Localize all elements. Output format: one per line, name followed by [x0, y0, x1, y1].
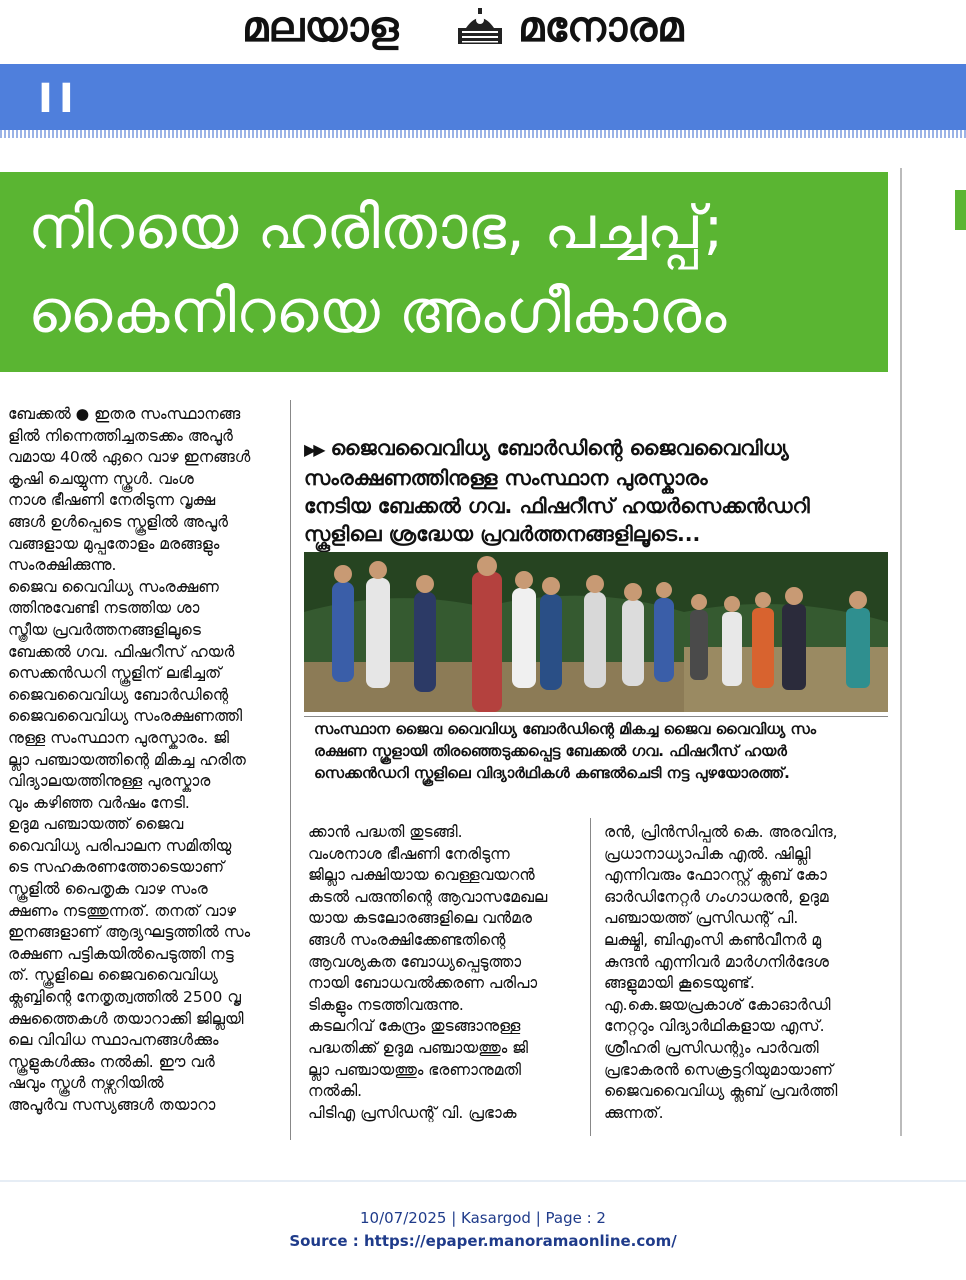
photo-students-riverbank — [304, 552, 888, 712]
photo-caption: സംസ്ഥാന ജൈവ വൈവിധ്യ ബോർഡിന്റെ മികച്ച ജൈവ വൈവിധ്യ സം രക്ഷണ സ്കൂളായി തിരഞ്ഞെടുക്കപ്പെട്ട ബേക്കൽ ഗവ. ഫിഷറീസ് ഹയർ സെക്കൻഡറി സ്കൂളിലെ വിദ്യാർഥികൾ കണ്ടൽചെടി നട്ട പുഴയോരത്ത്. — [314, 720, 816, 782]
subheadline-text: ജൈവവൈവിധ്യ ബോർഡിന്റെ ജൈവവൈവിധ്യ സംരക്ഷണത്തിനുള്ള സംസ്ഥാന പുരസ്കാരം നേടിയ ബേക്കൽ ഗവ. ഫിഷറീസ് ഹയർസെക്കൻഡറി സ്കൂളിലെ ശ്രദ്ധേയ പ്രവർത്തനങ്ങളിലൂടെ... — [304, 436, 810, 546]
caption-rule-top — [304, 716, 888, 717]
column-rule-1 — [290, 400, 291, 1140]
footer-source-link[interactable]: Source : https://epaper.manoramaonline.com/ — [289, 1232, 677, 1250]
article-column-1: ബേക്കൽ ● ഇതര സംസ്ഥാനങ്ങ ളിൽ നിന്നെത്തിച്ചതടക്കം അപൂർ വമായ 40ൽ ഏറെ വാഴ ഇനങ്ങൾ കൃഷി ചെയ്യുന്ന സ്കൂൾ. വംശ നാശ ഭീഷണി നേരിടുന്ന വൃക്ഷ ങ്ങൾ ഉൾപ്പെടെ സ്കൂളിൽ അപൂർ വങ്ങളായ മുപ്പതോളം മരങ്ങളും സംരക്ഷിക്കുന്നു. ജൈവ വൈവിധ്യ സംരക്ഷണ ത്തിനുവേണ്ടി നടത്തിയ ശാ സ്ത്രീയ പ്രവർത്തനങ്ങളിലൂടെ ബേക്കൽ ഗവ. ഫിഷറീസ് ഹയർ സെക്കൻഡറി സ്കൂളിന് ലഭിച്ചത് ജൈവവൈവിധ്യ ബോർഡിന്റെ ജൈവവൈവിധ്യ സംരക്ഷണത്തി നുള്ള സംസ്ഥാന പുരസ്കാരം. ജി ല്ലാ പഞ്ചായത്തിന്റെ മികച്ച ഹരിത വിദ്യാലയത്തിനുള്ള പുരസ്കാര വും കഴിഞ്ഞ വർഷം നേടി. ഉദുമ പഞ്ചായത്ത് ജൈവ വൈവിധ്യ പരിപാലന സമിതിയു ടെ സഹകരണത്തോടെയാണ് സ്കൂളിൽ പൈതൃക വാഴ സംര ക്ഷണം നടത്തുന്നത്. തനത് വാഴ ഇനങ്ങളാണ് ആദ്യഘട്ടത്തിൽ സം രക്ഷണ പട്ടികയിൽപെടുത്തി നട്ട ത്. സ്കൂളിലെ ജൈവവൈവിധ്യ ക്ലബ്ബിന്റെ നേതൃത്വത്തിൽ 2500 വൃ ക്ഷത്തൈകൾ തയാറാക്കി ജില്ലയി ലെ വിവിധ സ്ഥാപനങ്ങൾക്കും സ്കൂളുകൾക്കും നൽകി. ഈ വർ ഷവും സ്കൂൾ നഴ്സറിയിൽ അപൂർവ സസ്യങ്ങൾ തയാറാ — [8, 405, 251, 1114]
section-band — [0, 64, 966, 130]
column-rule-2 — [590, 818, 591, 1136]
masthead-name-right: മനോരമ — [518, 2, 684, 51]
headline-line-1: നിറയെ ഹരിതാഭ, പച്ചപ്പ്; — [28, 193, 724, 263]
article-column-3: രൻ, പ്രിൻസിപ്പൽ കെ. അരവിന്ദ, പ്രധാനാധ്യാപിക എൽ. ഷില്ലി എന്നിവരും ഫോറസ്റ്റ് ക്ലബ് കോ ഓർഡിനേറ്റർ ഗംഗാധരൻ, ഉദുമ പഞ്ചായത്ത് പ്രസിഡന്റ് പി. ലക്ഷ്മി, ബിഎംസി കൺവീനർ മു കുന്ദൻ എന്നിവർ മാർഗനിർദേശ ങ്ങളുമായി കൂടെയുണ്ട്. എ.കെ.ജയപ്രകാശ് കോഓർഡി നേറ്ററും വിദ്യാർഥികളായ എസ്. ശ്രീഹരി പ്രസിഡന്റും പാർവതി പ്രഭാകരൻ സെക്രട്ടറിയുമായാണ് ജൈവവൈവിധ്യ ക്ലബ് പ്രവർത്തി ക്കുന്നത്. — [604, 823, 838, 1122]
masthead — [0, 0, 966, 62]
subheadline — [304, 406, 864, 548]
headline-box — [0, 172, 888, 372]
article-photo — [304, 552, 888, 712]
adjacent-article-edge — [955, 190, 966, 230]
double-triangle-bullet-icon: ▶▶ — [304, 440, 323, 459]
masthead-emblem-icon — [452, 6, 508, 48]
right-column-rule — [900, 168, 902, 1136]
section-band-marks: II — [38, 76, 80, 122]
masthead-name-left: മലയാള — [242, 2, 399, 51]
dotted-divider — [0, 130, 966, 138]
headline-line-2: കൈനിറയെ അംഗീകാരം — [28, 277, 727, 347]
footer-date-edition: 10/07/2025 | Kasargod | Page : 2 — [360, 1209, 606, 1227]
footer-divider — [0, 1180, 966, 1182]
article-column-2: ക്കാൻ പദ്ധതി തുടങ്ങി. വംശനാശ ഭീഷണി നേരിടുന്ന ജില്ലാ പക്ഷിയായ വെള്ളവയറൻ കടൽ പരുന്തിന്റെ ആവാസമേഖല യായ കടലോരങ്ങളിലെ വൻമര ങ്ങൾ സംരക്ഷിക്കേണ്ടതിന്റെ ആവശ്യകത ബോധ്യപ്പെടുത്താ നായി ബോധവൽക്കരണ പരിപാ ടികളും നടത്തിവരുന്നു. കടലറിവ് കേന്ദ്രം തുടങ്ങാനുള്ള പദ്ധതിക്ക് ഉദുമ പഞ്ചായത്തും ജി ല്ലാ പഞ്ചായത്തും ഭരണാനുമതി നൽകി. പിടിഎ പ്രസിഡന്റ് വി. പ്രഭാക — [308, 823, 548, 1122]
